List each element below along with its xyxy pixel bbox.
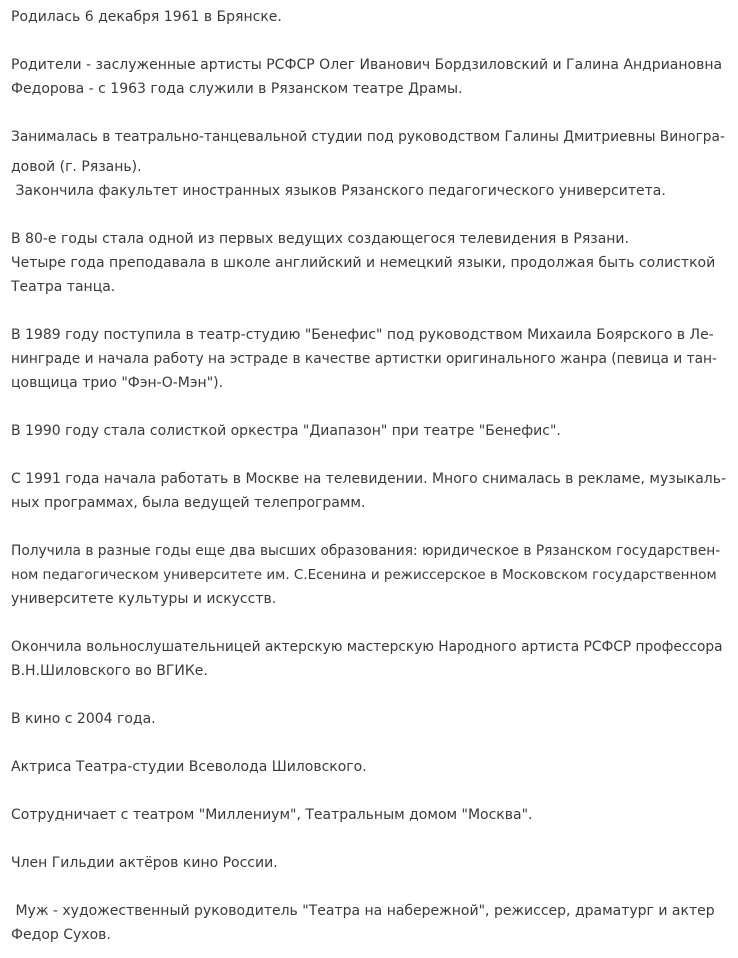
text-line: Сотрудничает с театром "Миллениум", Театральным домом "Москва". — [11, 807, 533, 823]
text-line: В кино с 2004 года. — [11, 711, 156, 727]
text-line: С 1991 года начала работать в Москве на телевидении. Много снималась в рекламе, музыкаль- — [11, 471, 727, 487]
text-line: В 80-е годы стала одной из первых ведущих создающегося телевидения в Рязани. — [11, 231, 629, 247]
text-line: Четыре года преподавала в школе английский и немецкий языки, продолжая быть солисткой — [11, 255, 716, 271]
text-line: довой (г. Рязань). — [11, 159, 142, 175]
text-line: Занималась в театрально-танцевальной студии под руководством Галины Дмитриевны Виногра- — [11, 129, 725, 145]
text-line: нинграде и начала работу на эстраде в качестве артистки оригинального жанра (певица и тан- — [11, 351, 718, 367]
text-line: Окончила вольнослушательницей актерскую мастерскую Народного артиста РСФСР профессора — [11, 639, 723, 655]
text-line: университете культуры и искусств. — [11, 591, 277, 607]
text-line: Муж - художественный руководитель "Театра на набережной", режиссер, драматург и актер — [11, 903, 715, 919]
text-line: цовщица трио "Фэн-О-Мэн"). — [11, 375, 224, 391]
text-line: Родители - заслуженные артисты РСФСР Олег Иванович Бордзиловский и Галина Андриановна — [11, 57, 723, 73]
text-line: Родилась 6 декабря 1961 в Брянске. — [11, 9, 282, 25]
text-line: Закончила факультет иностранных языков Рязанского педагогического университета. — [11, 183, 666, 199]
text-line: Федор Сухов. — [11, 927, 111, 943]
text-line: ном педагогическом университете им. С.Есенина и режиссерское в Московском государственном — [11, 567, 717, 583]
text-line: ных программах, была ведущей телепрограмм. — [11, 495, 366, 511]
text-line: В 1989 году поступила в театр-студию "Бенефис" под руководством Михаила Боярского в Ле- — [11, 327, 714, 343]
text-line: В 1990 году стала солисткой оркестра "Диапазон" при театре "Бенефис". — [11, 423, 561, 439]
text-line: Актриса Театра-студии Всеволода Шиловского. — [11, 759, 367, 775]
text-line: В.Н.Шиловского во ВГИКе. — [11, 663, 208, 679]
text-line: Член Гильдии актёров кино России. — [11, 855, 278, 871]
text-line: Получила в разные годы еще два высших образования: юридическое в Рязанском государствен- — [11, 543, 721, 559]
text-line: Театра танца. — [11, 279, 116, 295]
text-line: Федорова - с 1963 года служили в Рязанском театре Драмы. — [11, 81, 463, 97]
